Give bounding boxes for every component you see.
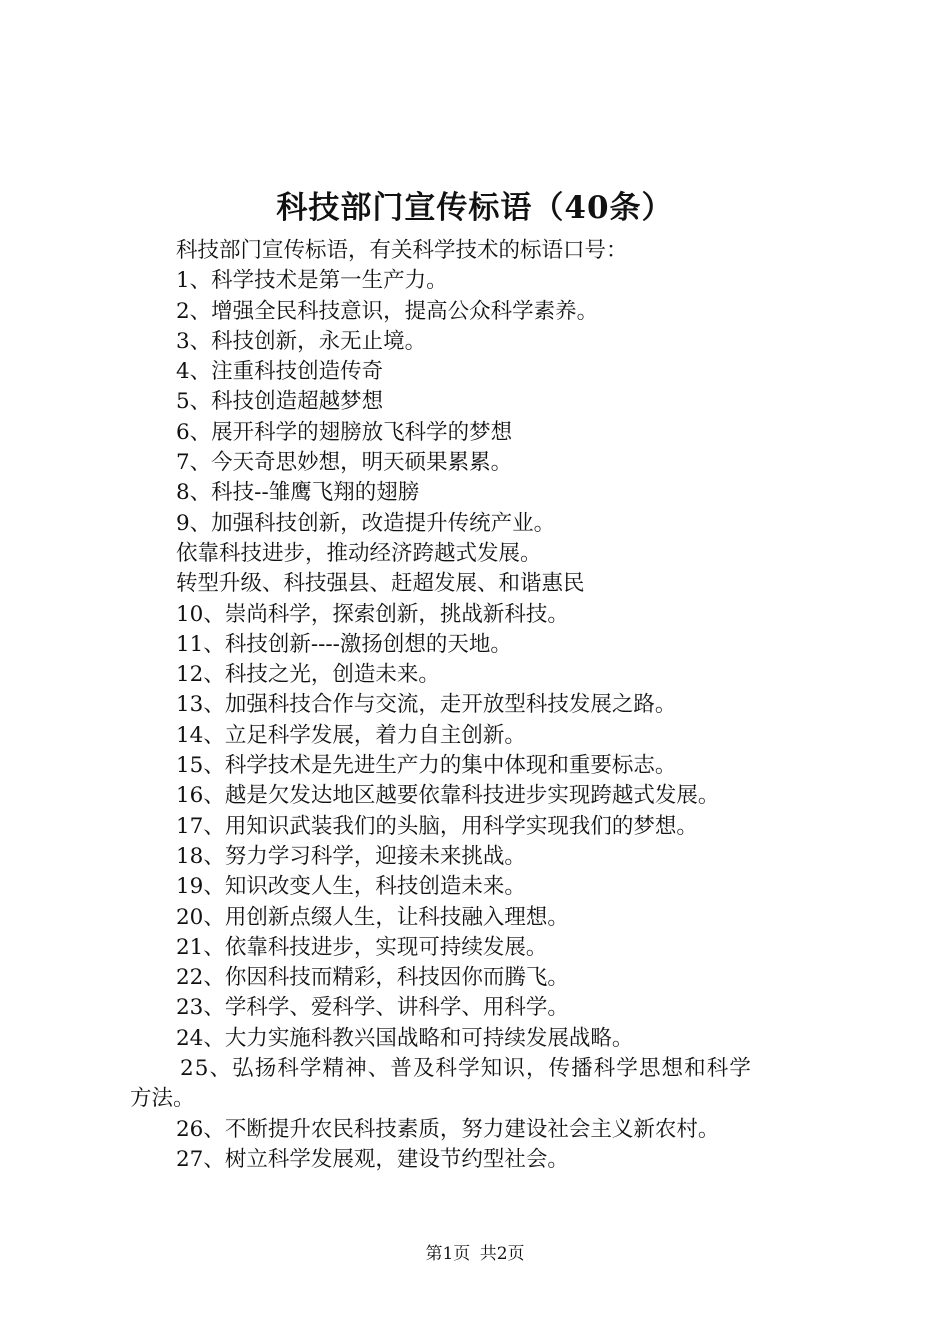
- slogan-line: 20、用创新点缀人生，让科技融入理想。: [176, 904, 569, 930]
- slogan-line: 5、科技创造超越梦想: [176, 389, 384, 415]
- slogan-line: 11、科技创新----激扬创想的天地。: [176, 631, 512, 657]
- slogan-line: 12、科技之光，创造未来。: [176, 662, 440, 688]
- slogan-line: 15、科学技术是先进生产力的集中体现和重要标志。: [176, 753, 677, 779]
- slogan-line-continuation: 方法。: [130, 1086, 195, 1112]
- slogan-line: 14、立足科学发展，着力自主创新。: [176, 722, 526, 748]
- intro-line: 科技部门宣传标语，有关科学技术的标语口号：: [176, 238, 628, 263]
- slogan-line: 17、用知识武装我们的头脑，用科学实现我们的梦想。: [176, 813, 698, 839]
- slogan-line: 24、大力实施科教兴国战略和可持续发展战略。: [176, 1025, 634, 1051]
- slogan-line: 7、今天奇思妙想，明天硕果累累。: [176, 450, 513, 476]
- slogan-line: 8、科技--雏鹰飞翔的翅膀: [176, 480, 420, 506]
- slogan-line: 26、不断提升农民科技素质，努力建设社会主义新农村。: [176, 1116, 720, 1142]
- slogan-line: 13、加强科技合作与交流，走开放型科技发展之路。: [176, 692, 677, 718]
- slogan-line: 依靠科技进步，推动经济跨越式发展。: [176, 540, 542, 566]
- slogan-line: 16、越是欠发达地区越要依靠科技进步实现跨越式发展。: [176, 783, 720, 809]
- slogan-line: 27、树立科学发展观，建设节约型社会。: [176, 1146, 569, 1172]
- page-footer: [0, 1242, 950, 1266]
- slogan-line: 10、崇尚科学，探索创新，挑战新科技。: [176, 601, 569, 627]
- slogan-line: 21、依靠科技进步，实现可持续发展。: [176, 934, 548, 960]
- slogan-line: 9、加强科技创新，改造提升传统产业。: [176, 510, 556, 536]
- slogan-line: 1、科学技术是第一生产力。: [176, 268, 448, 294]
- slogan-line: 19、知识改变人生，科技创造未来。: [176, 874, 526, 900]
- slogan-line: 2、增强全民科技意识，提高公众科学素养。: [176, 298, 599, 324]
- slogan-line: 18、努力学习科学，迎接未来挑战。: [176, 843, 526, 869]
- page-total: 共2页: [479, 1244, 525, 1264]
- slogan-line: 转型升级、科技强县、赶超发展、和谐惠民: [176, 571, 585, 597]
- slogan-line: 25、弘扬科学精神、普及科学知识，传播科学思想和科学: [180, 1056, 752, 1082]
- page-number: 第1页: [425, 1244, 471, 1264]
- slogan-line: 23、学科学、爱科学、讲科学、用科学。: [176, 995, 569, 1021]
- slogan-line: 22、你因科技而精彩，科技因你而腾飞。: [176, 965, 569, 991]
- document-title: 科技部门宣传标语（40条）: [276, 190, 674, 226]
- slogan-line: 4、注重科技创造传奇: [176, 359, 384, 385]
- slogan-line: 3、科技创新，永无止境。: [176, 328, 427, 354]
- slogan-line: 6、展开科学的翅膀放飞科学的梦想: [176, 419, 513, 445]
- document-body: [130, 236, 840, 1175]
